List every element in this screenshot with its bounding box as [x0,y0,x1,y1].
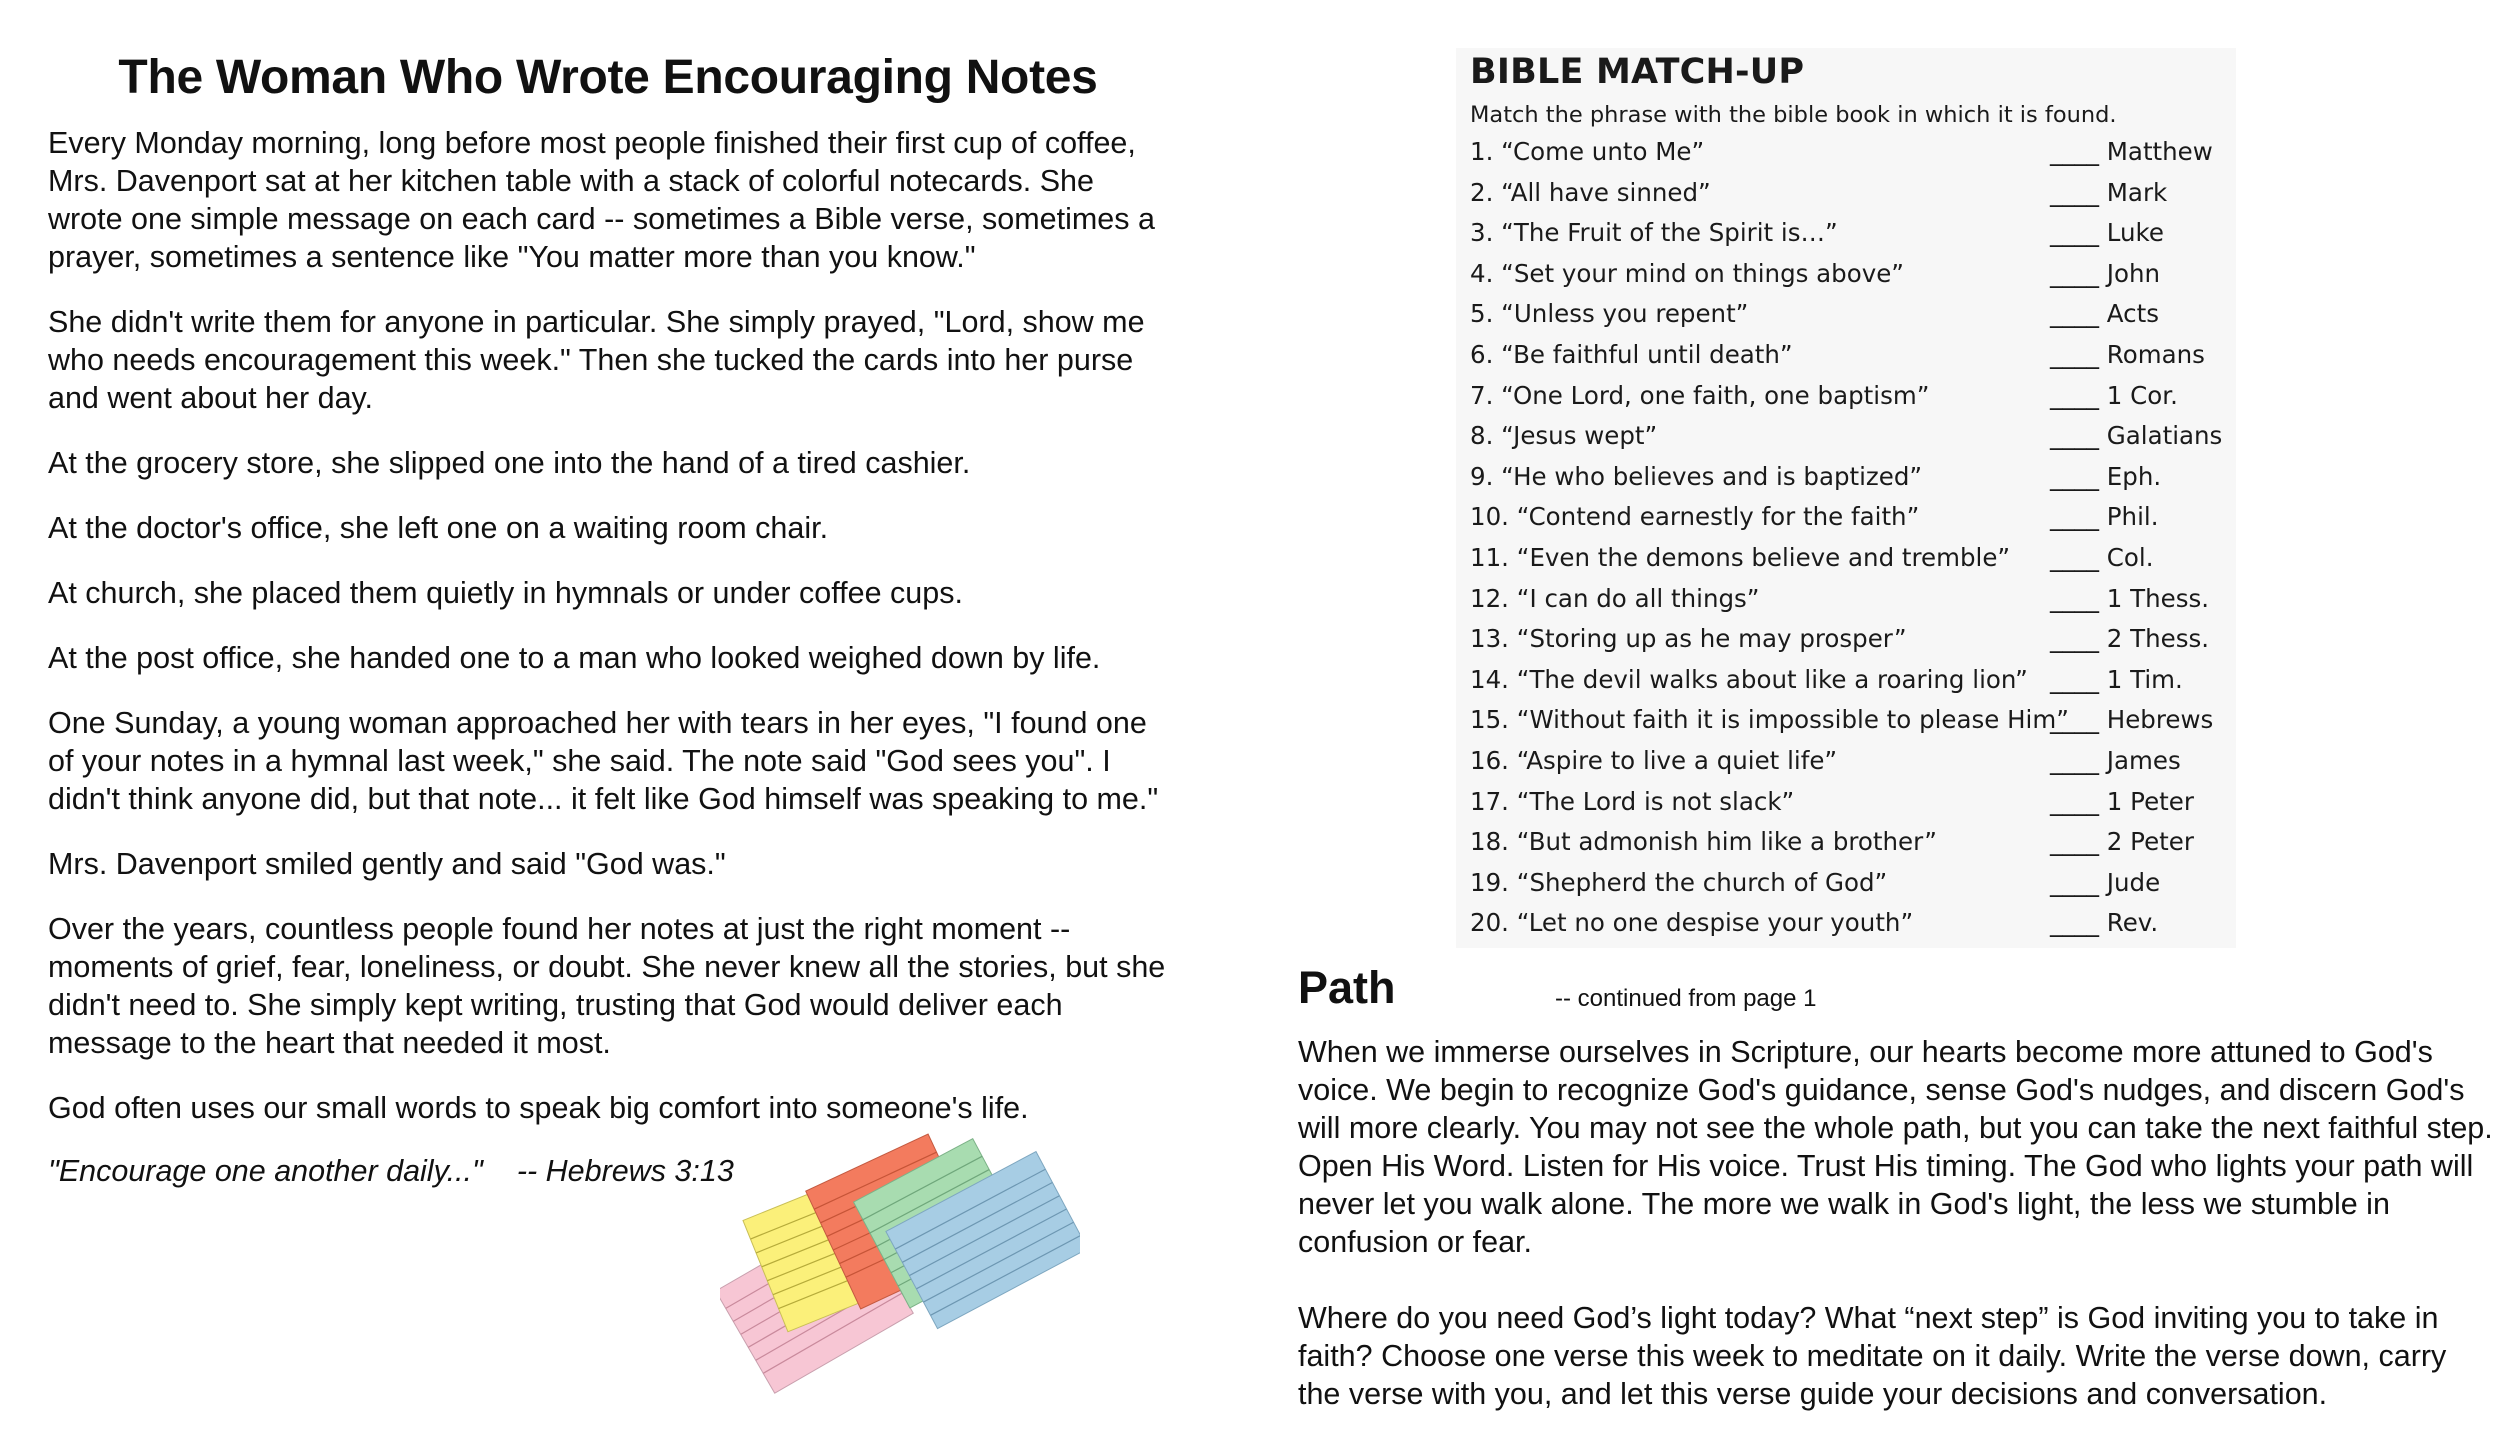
match-book-blank: ____ Rev. [2050,908,2159,937]
path-title: Path [1298,962,1396,1013]
match-book-blank: ____ 2 Peter [2050,827,2194,856]
path-paragraph: When we immerse ourselves in Scripture, our hearts become more attuned to God's voice. We begin to recognize God's guidance, sense God's nudges, and discern God's will more clearly. You may not see the whole path, but you can take the next faithful step. Open His Word. Listen for His voice. Trust His timing. The God who lights your path will never let you walk alone. The more we walk in God's light, the less we stumble in confusion or fear. [1298,1035,2493,1259]
match-phrase: 11. “Even the demons believe and tremble” [1470,543,2011,572]
match-book-blank: ____ 1 Cor. [2050,381,2178,410]
story-paragraph: At church, she placed them quietly in hymnals or under coffee cups. [48,576,963,610]
match-book-blank: ____ Hebrews [2050,705,2214,734]
story-title: The Woman Who Wrote Encouraging Notes [118,51,1098,104]
match-book-blank: ____ Matthew [2050,137,2213,166]
match-up-title: BIBLE MATCH-UP [1470,52,1805,92]
match-phrase: 5. “Unless you repent” [1470,299,1749,328]
match-book-blank: ____ Eph. [2050,462,2162,491]
match-phrase: 7. “One Lord, one faith, one baptism” [1470,381,1930,410]
match-phrase: 1. “Come unto Me” [1470,137,1705,166]
match-phrase: 18. “But admonish him like a brother” [1470,827,1937,856]
match-phrase: 17. “The Lord is not slack” [1470,787,1795,816]
match-phrase: 16. “Aspire to live a quiet life” [1470,746,1838,775]
story-paragraph: Over the years, countless people found her notes at just the right moment -- moments of grief, fear, loneliness, or doubt. She never knew all the stories, but she didn't need to. She simply kept writing, trusting that God would deliver each message to the heart that needed it most. [48,912,1166,1060]
story-paragraph: One Sunday, a young woman approached her with tears in her eyes, "I found one of your notes in a hymnal last week," she said. The note said "God sees you". I didn't think anyone did, but that note... it felt like God himself was speaking to me." [48,706,1159,816]
match-phrase: 8. “Jesus wept” [1470,421,1658,450]
quote-text: "Encourage one another daily..." [48,1154,483,1188]
story-paragraph: Mrs. Davenport smiled gently and said "God was." [48,847,726,881]
match-phrase: 4. “Set your mind on things above” [1470,259,1904,288]
bible-match-up [1456,48,2236,948]
match-book-blank: ____ Luke [2050,218,2164,247]
match-book-blank: ____ Mark [2050,178,2168,207]
match-book-blank: ____ Acts [2050,299,2159,328]
match-book-blank: ____ Col. [2050,543,2154,572]
match-phrase: 6. “Be faithful until death” [1470,340,1793,369]
match-book-blank: ____ 1 Thess. [2050,584,2210,613]
match-book-blank: ____ 1 Peter [2050,787,2194,816]
story-paragraph: At the doctor's office, she left one on a waiting room chair. [48,511,829,545]
match-phrase: 3. “The Fruit of the Spirit is…” [1470,218,1838,247]
path-paragraph: Where do you need God’s light today? What “next step” is God inviting you to take in faith? Choose one verse this week to meditate on it daily. Write the verse down, carry the verse with you, and let this verse guide your decisions and conversation. [1298,1301,2447,1411]
story-paragraph: Every Monday morning, long before most people finished their first cup of coffee, Mrs. Davenport sat at her kitchen table with a stack of colorful notecards. She wrote one simple message on each card -- sometimes a Bible verse, sometimes a prayer, sometimes a sentence like "You matter more than you know." [48,126,1155,274]
match-phrase: 20. “Let no one despise your youth” [1470,908,1914,937]
match-phrase: 9. “He who believes and is baptized” [1470,462,1923,491]
match-up-instructions: Match the phrase with the bible book in which it is found. [1470,102,2117,128]
match-phrase: 15. “Without faith it is impossible to please Him” [1470,705,2069,734]
match-phrase: 10. “Contend earnestly for the faith” [1470,502,1920,531]
story-paragraph: God often uses our small words to speak big comfort into someone's life. [48,1091,1029,1125]
path-body [1298,1033,2494,1451]
match-book-blank: ____ Galatians [2050,421,2223,450]
story-column [48,48,1168,1190]
match-phrase: 14. “The devil walks about like a roaring lion” [1470,665,2028,694]
match-phrase: 2. “All have sinned” [1470,178,1711,207]
quote-reference: -- Hebrews 3:13 [516,1154,734,1188]
continued-note: -- continued from page 1 [1555,985,1817,1012]
match-book-blank: ____ John [2050,259,2161,288]
notecards-illustration [720,1128,1080,1398]
story-paragraph: She didn't write them for anyone in particular. She simply prayed, "Lord, show me who needs encouragement this week." Then she tucked the cards into her purse and went about her day. [48,305,1145,415]
match-phrase: 12. “I can do all things” [1470,584,1760,613]
match-book-blank: ____ Phil. [2050,502,2159,531]
match-book-blank: ____ Jude [2050,868,2161,897]
match-book-blank: ____ 2 Thess. [2050,624,2210,653]
story-paragraph: At the post office, she handed one to a man who looked weighed down by life. [48,641,1101,675]
match-phrase: 13. “Storing up as he may prosper” [1470,624,1907,653]
match-book-blank: ____ 1 Tim. [2050,665,2183,694]
story-paragraph: At the grocery store, she slipped one into the hand of a tired cashier. [48,446,971,480]
match-phrase: 19. “Shepherd the church of God” [1470,868,1888,897]
match-book-blank: ____ James [2050,746,2181,775]
match-book-blank: ____ Romans [2050,340,2205,369]
